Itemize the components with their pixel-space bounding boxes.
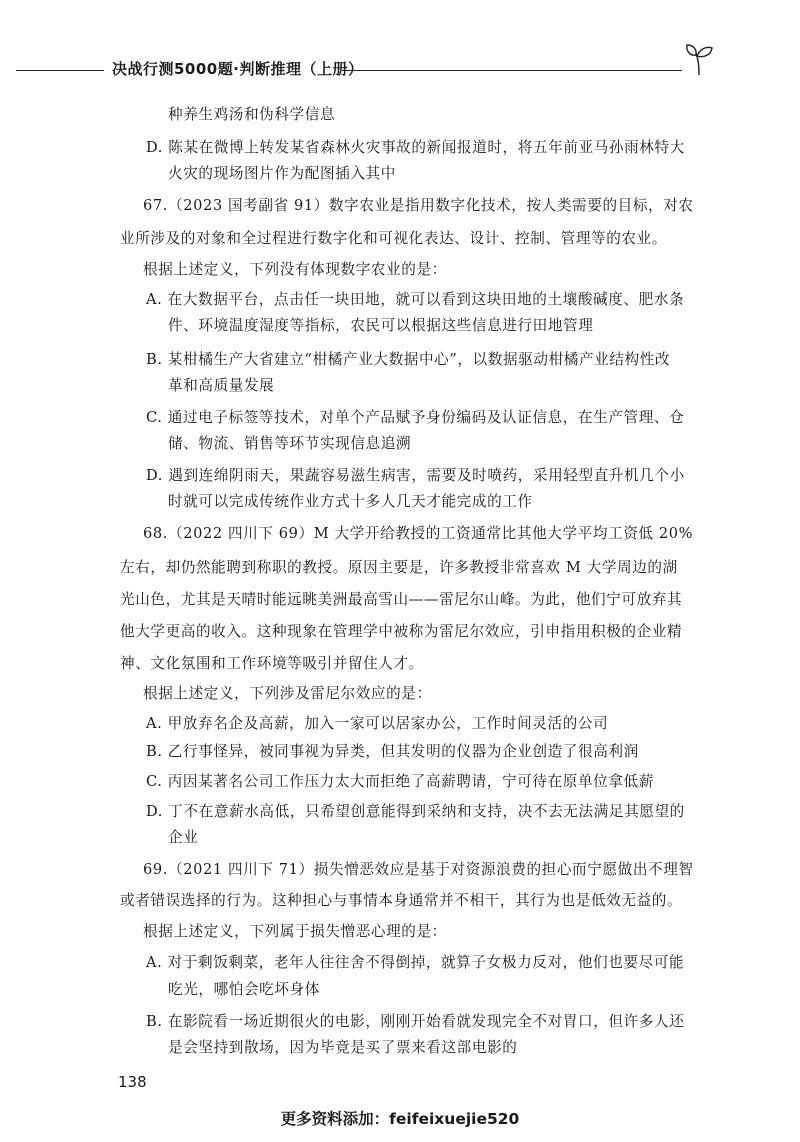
page-number: 138 (118, 1073, 147, 1091)
option-line: C. 丙因某著名公司工作压力太大而拒绝了高薪聘请，宁可待在原单位拿低薪 (146, 773, 654, 790)
book-title: 决战行测5000题·判断推理（上册） (112, 60, 364, 78)
text-line: 是会坚持到散场，因为毕竟是买了票来看这部电影的 (168, 1039, 518, 1056)
text-line: 种养生鸡汤和伪科学信息 (168, 106, 336, 123)
option-line: B. 乙行事怪异，被同事视为异类，但其发明的仪器为企业创造了很高利润 (146, 743, 639, 760)
option-line: D. 陈某在微博上转发某省森林火灾事故的新闻报道时，将五年前亚马孙雨林特大 (146, 139, 685, 156)
text-line: 企业 (168, 829, 199, 846)
footer-note: 更多资料添加：feifeixuejie520 (280, 1110, 520, 1128)
option-line: B. 在影院看一场近期很火的电影，刚刚开始看就发现完全不对胃口，但许多人还 (146, 1013, 685, 1030)
text-line: 火灾的现场图片作为配图插入其中 (168, 165, 396, 182)
question-68-line: 他大学更高的收入。这种现象在管理学中被称为雷尼尔效应，引申指用积极的企业精 (120, 623, 683, 640)
question-prompt: 根据上述定义，下列属于损失憎恶心理的是： (143, 923, 447, 940)
option-line: A. 在大数据平台，点击任一块田地，就可以看到这块田地的土壤酸碱度、肥水条 (146, 291, 685, 308)
header-rule-right (342, 70, 682, 71)
question-67-line: 67.（2023 国考副省 91）数字农业是指用数字化技术，按人类需要的目标，对农 (143, 197, 694, 214)
header-rule-left (16, 70, 104, 71)
question-68-line: 68.（2022 四川下 69）M 大学开给教授的工资通常比其他大学平均工资低 20% (143, 525, 694, 542)
question-68-line: 左右，却仍然能聘到称职的教授。原因主要是，许多教授非常喜欢 M 大学周边的湖 (120, 559, 678, 576)
text-line: 储、物流、销售等环节实现信息追溯 (168, 435, 412, 452)
question-67-line: 业所涉及的对象和全过程进行数字化和可视化表达、设计、控制、管理等的农业。 (120, 230, 667, 247)
option-line: B. 某柑橘生产大省建立“柑橘产业大数据中心”，以数据驱动柑橘产业结构性改 (146, 351, 671, 368)
option-line: C. 通过电子标签等技术，对单个产品赋予身份编码及认证信息，在生产管理、仓 (146, 409, 685, 426)
question-68-line: 光山色，尤其是天晴时能远眺美洲最高雪山——雷尼尔山峰。为此，他们宁可放弃其 (120, 591, 683, 608)
question-68-line: 神、文化氛围和工作环境等吸引并留住人才。 (120, 655, 424, 672)
option-line: A. 对于剩饭剩菜，老年人往往舍不得倒掉，就算子女极力反对，他们也要尽可能 (146, 954, 685, 971)
option-line: A. 甲放弃名企及高薪，加入一家可以居家办公，工作时间灵活的公司 (146, 715, 609, 732)
text-line: 件、环境温度湿度等指标，农民可以根据这些信息进行田地管理 (168, 317, 594, 334)
option-line: D. 丁不在意薪水高低，只希望创意能得到采纳和支持，决不去无法满足其愿望的 (146, 803, 685, 820)
question-69-line: 69.（2021 四川下 71）损失憎恶效应是基于对资源浪费的担心而宁愿做出不理智 (143, 861, 694, 878)
question-prompt: 根据上述定义，下列没有体现数字农业的是： (143, 261, 447, 278)
option-line: D. 遇到连绵阴雨天，果蔬容易滋生病害，需要及时喷药，采用轻型直升机几个小 (146, 467, 685, 484)
text-line: 时就可以完成传统作业方式十多人几天才能完成的工作 (168, 493, 533, 510)
text-line: 吃光，哪怕会吃坏身体 (168, 981, 320, 998)
text-line: 革和高质量发展 (168, 377, 275, 394)
question-69-line: 或者错误选择的行为。这种担心与事情本身通常并不相干，其行为也是低效无益的。 (120, 892, 683, 909)
sprout-icon (684, 42, 714, 76)
running-header (0, 56, 800, 86)
question-prompt: 根据上述定义，下列涉及雷尼尔效应的是： (143, 685, 432, 702)
